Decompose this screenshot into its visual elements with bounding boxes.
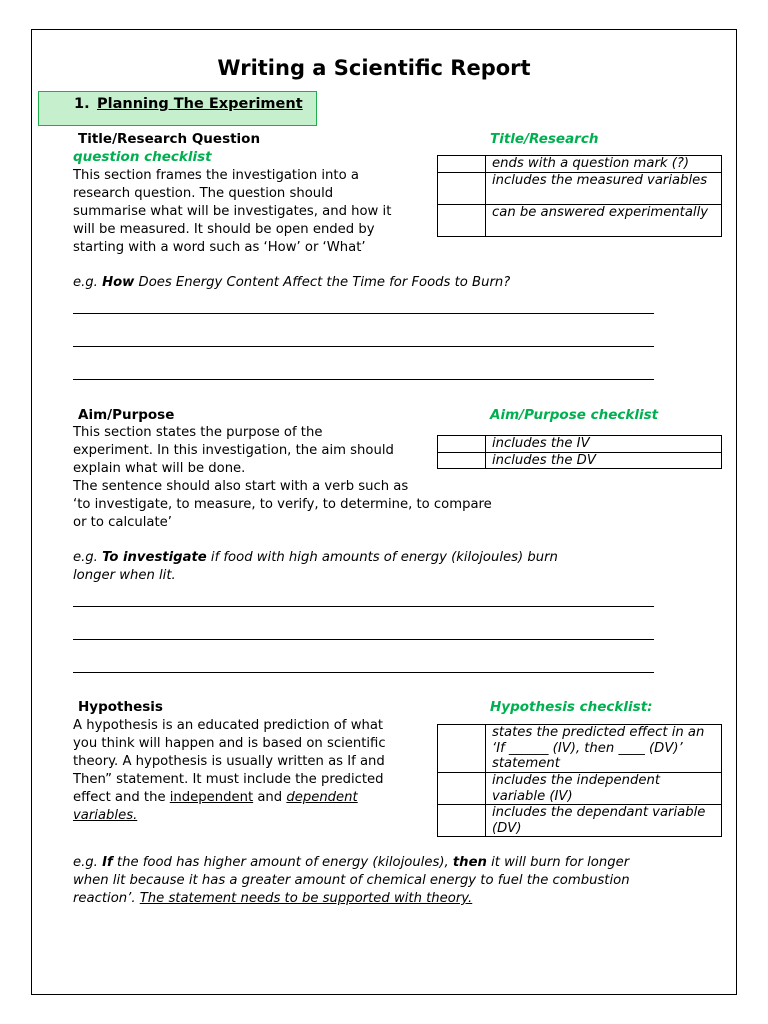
checklist-row (438, 173, 722, 205)
text-line: The sentence should also start with a verb such as (73, 479, 409, 494)
checklist-item: includes the IV (486, 436, 722, 453)
text-line: will be measured. It should be open ended by (73, 222, 375, 237)
research-checklist-title-cont: question checklist (73, 149, 212, 165)
hypothesis-body (73, 717, 386, 825)
research-checklist-title: Title/Research (490, 131, 599, 147)
text-line: This section states the purpose of the (73, 425, 323, 440)
text: Does Energy Content Affect the Time for Foods to Burn? (134, 275, 511, 290)
aim-checklist-title: Aim/Purpose checklist (490, 407, 659, 423)
checklist-item: states the predicted effect in an ‘If ______ (IV), then ____ (DV)’ statement (486, 725, 722, 773)
aim-example (73, 549, 558, 585)
text: e.g. (73, 275, 103, 290)
text: How (102, 275, 135, 290)
text: then (452, 855, 487, 870)
text: variables. (73, 808, 138, 823)
text-line: starting with a word such as ‘How’ or ‘What’ (73, 240, 366, 255)
checklist-item: includes the measured variables (486, 173, 722, 205)
text-line: summarise what will be investigates, and how it (73, 204, 392, 219)
text-line: ‘to investigate, to measure, to verify, to determine, to compare (73, 497, 492, 512)
text-line: you think will happen and is based on scientific (73, 736, 386, 751)
answer-line[interactable] (73, 606, 654, 607)
aim-checklist (437, 435, 722, 469)
hypothesis-example (73, 854, 630, 908)
checkbox[interactable] (438, 156, 486, 173)
aim-heading: Aim/Purpose (78, 407, 175, 423)
text-line: Then” statement. It must include the predicted (73, 772, 384, 787)
text: longer when lit. (73, 568, 176, 583)
research-heading: Title/Research Question (78, 131, 261, 147)
hypothesis-checklist-title: Hypothesis checklist: (490, 699, 653, 715)
research-checklist (437, 155, 722, 237)
section-heading (38, 91, 317, 126)
checklist-item: can be answered experimentally (486, 205, 722, 237)
checklist-row (438, 452, 722, 469)
checklist-row (438, 156, 722, 173)
checkbox[interactable] (438, 436, 486, 453)
research-body (73, 167, 391, 257)
checkbox[interactable] (438, 773, 486, 805)
answer-line[interactable] (73, 379, 654, 380)
section-label: Planning The Experiment (97, 96, 303, 112)
checklist-row (438, 725, 722, 773)
checklist-row (438, 773, 722, 805)
answer-line[interactable] (73, 639, 654, 640)
text: independent (169, 790, 254, 805)
text-line: A hypothesis is an educated prediction of what (73, 718, 384, 733)
section-number: 1. (74, 96, 90, 112)
checklist-item: ends with a question mark (?) (486, 156, 722, 173)
text: when lit because it has a greater amount of chemical energy to fuel the combustion (73, 873, 630, 888)
checklist-row (438, 205, 722, 237)
text-line: theory. A hypothesis is usually written as If and (73, 754, 385, 769)
checklist-row (438, 436, 722, 453)
checkbox[interactable] (438, 805, 486, 837)
text: The statement needs to be supported with theory. (139, 891, 473, 906)
text: effect and the (73, 790, 170, 805)
text: If (102, 855, 113, 870)
text: reaction’. (73, 891, 140, 906)
page-title: Writing a Scientific Report (217, 56, 531, 80)
text: e.g. (73, 550, 103, 565)
answer-line[interactable] (73, 313, 654, 314)
checkbox[interactable] (438, 205, 486, 237)
checklist-item: includes the DV (486, 452, 722, 469)
answer-line[interactable] (73, 346, 654, 347)
answer-line[interactable] (73, 672, 654, 673)
text: the food has higher amount of energy (kilojoules), (112, 855, 453, 870)
text: To investigate (102, 550, 207, 565)
checkbox[interactable] (438, 173, 486, 205)
hypothesis-checklist (437, 724, 722, 837)
text: e.g. (73, 855, 103, 870)
text: it will burn for longer (486, 855, 630, 870)
text-line: research question. The question should (73, 186, 334, 201)
text: and (253, 790, 287, 805)
checklist-row (438, 805, 722, 837)
text: dependent (286, 790, 358, 805)
text-line: This section frames the investigation into a (73, 168, 359, 183)
text: if food with high amounts of energy (kilojoules) burn (206, 550, 558, 565)
research-example (73, 275, 510, 290)
checkbox[interactable] (438, 725, 486, 773)
checklist-item: includes the dependant variable (DV) (486, 805, 722, 837)
aim-body (73, 424, 492, 532)
hypothesis-heading: Hypothesis (78, 699, 163, 715)
text-line: or to calculate’ (73, 515, 172, 530)
checklist-item: includes the independent variable (IV) (486, 773, 722, 805)
text-line: experiment. In this investigation, the aim should (73, 443, 394, 458)
checkbox[interactable] (438, 452, 486, 469)
text-line: explain what will be done. (73, 461, 246, 476)
